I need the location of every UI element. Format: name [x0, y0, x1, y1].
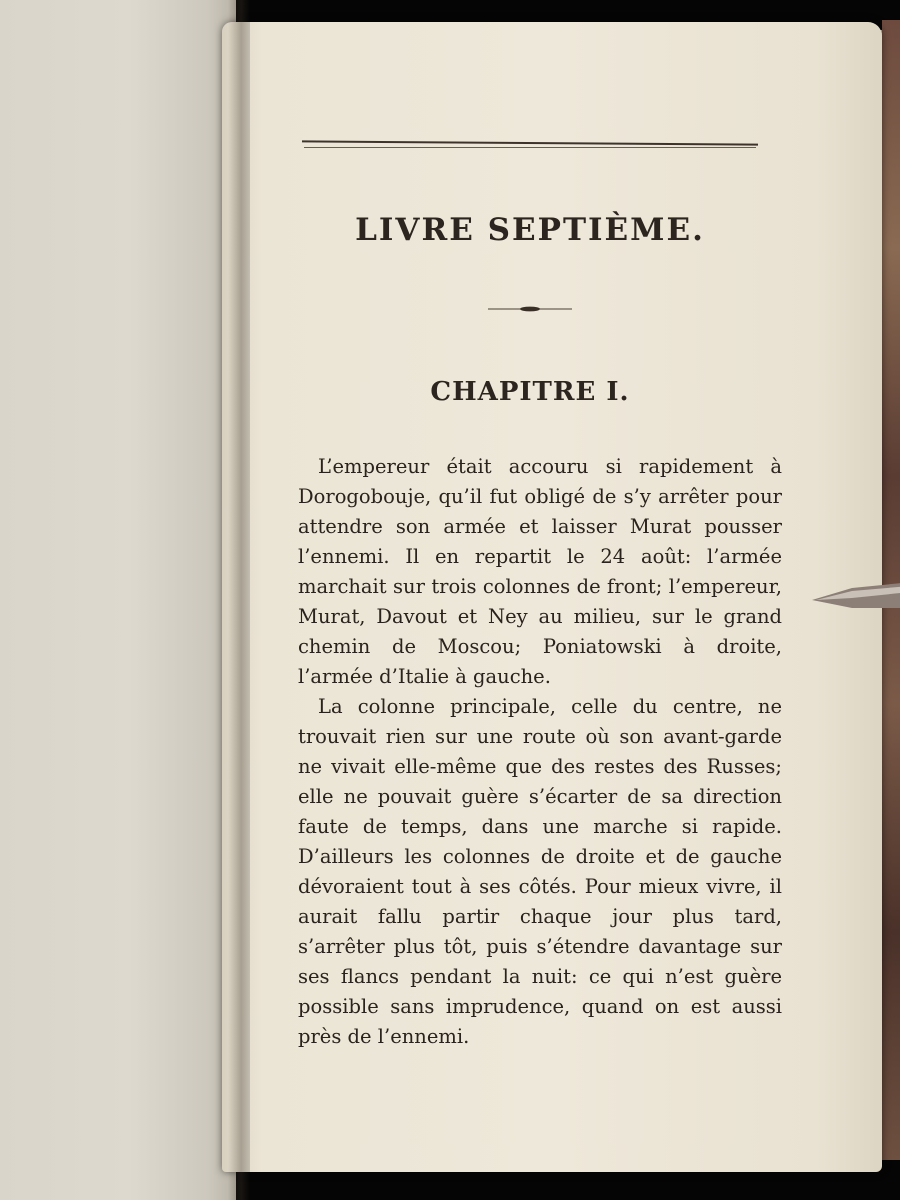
top-rule: [302, 140, 758, 145]
top-rule-thin: [304, 147, 756, 148]
paragraph: L’empereur était accouru si rapidement à Dorogobouje, qu’il fut obligé de s’y arrêter pour attendre son armée et laisser Murat pousser l’ennemi. Il en repartit le 24 août: l’armée marchait sur trois colonnes de front; l’empereur, Murat, Davout et Ney au milieu, sur le grand chemin de Moscou; Poniatowski à droite, l’armée d’Italie à gauche.: [298, 455, 782, 688]
ornament-divider: [488, 306, 572, 312]
book-title: LIVRE SEPTIÈME.: [355, 212, 705, 248]
body-text: [298, 452, 782, 1052]
metal-bookmark-clip: [812, 578, 900, 614]
paragraph: La colonne principale, celle du centre, ne trouvait rien sur une route où son avant-garde ne vivait elle-même que des restes des Russes; elle ne pouvait guère s’écarter de sa direction faute de temps, dans une marche si rapide. D’ailleurs les colonnes de droite et de gauche dévoraient tout à ses côtés. Pour mieux vivre, il aurait fallu partir chaque jour plus tard, s’arrêter plus tôt, puis s’étendre davantage sur ses flancs pendant la nuit: ce qui n’est guère possible sans imprudence, quand on est aussi près de l’ennemi.: [298, 695, 782, 1048]
left-blank-page: [0, 0, 236, 1200]
book-gutter: [228, 0, 250, 1200]
chapter-title: CHAPITRE I.: [430, 377, 630, 407]
right-page: [222, 22, 882, 1172]
